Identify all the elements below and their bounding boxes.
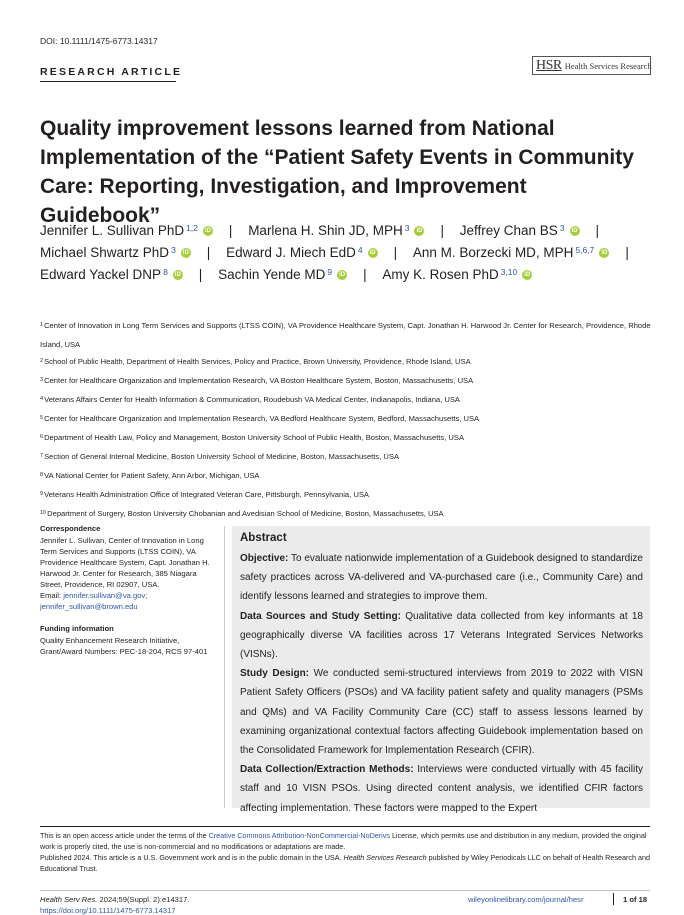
email-label: Email: (40, 591, 62, 600)
publication-text-post: published by Wiley Periodicals LLC on behalf of Health Research and Educational Trust. (40, 853, 650, 873)
author: Ann M. Borzecki MD, MPH $^{5,6,7}$ iD (413, 242, 609, 264)
journal-logo-name: Health Services Research (564, 60, 652, 71)
sidebar-divider (224, 526, 225, 808)
author-separator: | (198, 267, 203, 282)
affiliation (40, 486, 655, 505)
citation-details: 2024;59(Suppl. 2):e14317. (99, 895, 190, 904)
abstract-section (240, 607, 643, 665)
author-name: Michael Shwartz PhD (40, 245, 170, 260)
author-name: Jennifer L. Sullivan PhD (40, 223, 185, 238)
license-line-1 (40, 830, 655, 852)
author: Sachin Yende MD $^9$ iD (218, 264, 347, 286)
abstract-box (232, 526, 650, 814)
author-separator: | (440, 223, 444, 238)
author: Michael Shwartz PhD $^3$ iD (40, 242, 191, 264)
affiliation-number: 7 (40, 453, 44, 459)
funding-text: Quality Enhancement Research Initiative, Grant/Award Numbers: PEC-18-204, RCS 97-401 (40, 636, 208, 656)
orcid-icon[interactable]: iD (601, 250, 608, 256)
article-type: RESEARCH ARTICLE (40, 66, 183, 78)
affiliation-text: School of Public Health, Department of Health Services, Policy and Practice, Brown University, Providence, Rhode Island, USA (44, 357, 471, 366)
author: Jeffrey Chan BS $^3$ iD (460, 220, 580, 242)
abstract-heading: Abstract (240, 532, 287, 544)
orcid-icon[interactable]: iD (182, 250, 189, 256)
affiliation (40, 410, 655, 429)
author: Amy K. Rosen PhD $^{3,10}$ iD (382, 264, 532, 286)
journal-logo (532, 56, 651, 75)
citation-journal: Health Serv Res. (40, 895, 98, 904)
article-title: Quality improvement lessons learned from National Implementation of the “Patient Safety Events in Community Care: Reporting, Investigation, and Improvement Guidebook” (40, 117, 634, 227)
affiliation (40, 429, 655, 448)
license-line-2 (40, 852, 655, 874)
abstract-section-label: Study Design: (240, 668, 310, 680)
article-sidebar (40, 523, 216, 668)
abstract-section-label: Data Sources and Study Setting: (240, 610, 401, 622)
email-link-va[interactable]: jennifer.sullivan@va.gov; (63, 591, 148, 600)
abstract-section-label: Data Collection/Extraction Methods: (240, 764, 414, 776)
author-name: Sachin Yende MD (218, 267, 326, 282)
journal-logo-mark: HSR (536, 57, 562, 73)
affiliation-number: 9 (40, 491, 44, 497)
email-link-brown[interactable]: jennifer_sullivan@brown.edu (40, 602, 138, 611)
abstract-section-text: We conducted semi-structured interviews from 2019 to 2022 with VISN Patient Safety Officers (PSOs) and VA facility patient safety and quality managers (PSMs and QMs) and VA Facility Community Care (CC) staff to assess lessons learned by examining organizational contextual factors affecting Guidebook implementation based on the Consolidated Framework for Implementation Research (CFIR). (240, 668, 644, 757)
doi-line: DOI: 10.1111/1475-6773.14317 (40, 36, 158, 46)
affiliation-text: VA National Center for Patient Safety, Ann Arbor, Michigan, USA (44, 471, 260, 480)
publication-text-pre: Published 2024. This article is a U.S. Government work and is in the public domain in the USA. (40, 853, 342, 862)
correspondence-block (40, 523, 216, 612)
author-separator: | (363, 267, 367, 282)
author-separator: | (206, 245, 211, 260)
affiliation (40, 317, 655, 353)
author-name: Edward J. Miech EdD (226, 245, 356, 260)
orcid-icon[interactable]: iD (369, 250, 376, 256)
correspondence-heading: Correspondence (40, 524, 101, 533)
affiliation-number: 2 (40, 358, 44, 364)
affiliation (40, 505, 655, 524)
orcid-icon[interactable]: iD (416, 228, 423, 234)
page-separator (613, 893, 614, 905)
author-name: Amy K. Rosen PhD (382, 267, 499, 282)
affiliation-text: Department of Surgery, Boston University Chobanian and Avedisian School of Medicine, Boston, Massachusetts, USA (47, 509, 444, 518)
affiliation-number: 4 (40, 396, 44, 402)
abstract-section-text: To evaluate nationwide implementation of a Guidebook designed to standardize safety practices across VA-delivered and VA-purchased care (i.e., Community Care) and identify lessons learned and strategies to improve them. (240, 553, 643, 603)
affiliation-text: Center for Healthcare Organization and Implementation Research, VA Boston Healthcare System, Boston, Massachusetts, USA (44, 376, 474, 385)
affiliation-number: 8 (40, 472, 44, 478)
citation-line (40, 895, 189, 904)
license-text-post: License, which permits use and distribution in any medium, provided the original work is properly cited, the use is non-commercial and no modifications or adaptations are made. (40, 831, 647, 851)
correspondence-email (40, 590, 216, 612)
author: Marlena H. Shin JD, MPH $^3$ iD (248, 220, 424, 242)
journal-link[interactable]: wileyonlinelibrary.com/journal/hesr (468, 895, 584, 904)
affiliation-text: Center for Healthcare Organization and Implementation Research, VA Bedford Healthcare System, Bedford, Massachusetts, USA (44, 414, 480, 423)
author-separator: | (595, 223, 600, 238)
affiliation (40, 353, 655, 372)
license-text-pre: This is an open access article under the terms of the (40, 831, 207, 840)
orcid-icon[interactable]: iD (339, 272, 346, 278)
author-separator: | (625, 245, 629, 260)
orcid-icon[interactable]: iD (571, 228, 578, 234)
footer-rule (40, 826, 650, 827)
abstract-section-text: Qualitative data collected from key informants at 18 geographically diverse VA facilities across 17 Veterans Integrated Services Networks (VISNs). (240, 610, 643, 661)
orcid-icon[interactable]: iD (174, 272, 181, 278)
author-separator: | (228, 223, 233, 238)
affiliation-text: Center of Innovation in Long Term Services and Supports (LTSS COIN), VA Providence Healthcare System, Capt. Jonathan H. Harwood Jr. Center for Research, Providence, Rhode Island, USA (40, 321, 651, 349)
article-type-rule (40, 81, 176, 82)
cc-license-link[interactable]: Creative Commons Attribution-NonCommercial-NoDerivs (208, 831, 390, 840)
affiliation-number: 10 (40, 510, 47, 516)
author-list (40, 220, 660, 286)
license-notice (40, 830, 655, 874)
affiliation-text: Veterans Health Administration Office of Integrated Veteran Care, Pittsburgh, Pennsylvania, USA (44, 490, 369, 499)
doi-link[interactable]: https://doi.org/10.1111/1475-6773.14317 (40, 906, 176, 915)
abstract-section-text: Interviews were conducted virtually with 45 facility staff and 10 VISN PSOs. Using directed content analysis, we identified CFIR factors affecting implementation. These factors were mapped to the Expert (240, 764, 643, 814)
abstract-section (240, 760, 643, 818)
abstract-section-label: Objective: (240, 553, 289, 564)
affiliation-number: 6 (40, 434, 44, 440)
author-separator: | (393, 245, 398, 260)
author-name: Ann M. Borzecki MD, MPH (412, 245, 574, 260)
funding-heading: Funding information (40, 624, 114, 633)
page-number: 1 of 18 (623, 895, 648, 904)
author-name: Marlena H. Shin JD, MPH (248, 223, 403, 238)
abstract-section (240, 664, 643, 760)
author: Edward J. Miech EdD $^4$ iD (226, 242, 378, 264)
abstract-body (240, 549, 643, 818)
author-name: Jeffrey Chan BS (459, 223, 558, 238)
affiliation-text: Department of Health Law, Policy and Management, Boston University School of Public Health, Boston, Massachusetts, USA (44, 433, 465, 442)
orcid-icon[interactable]: iD (204, 228, 211, 234)
affiliation (40, 372, 655, 391)
funding-block (40, 623, 216, 657)
affiliation (40, 448, 655, 467)
affiliation (40, 391, 655, 410)
correspondence-text: Jennifer L. Sullivan, Center of Innovation in Long Term Services and Supports (LTSS COIN), VA Providence Healthcare System, Capt. Jonathan H. Harwood Jr. Center for Research, 385 Niagara Street, Providence, RI 02907, USA. (40, 536, 210, 589)
author-name: Edward Yackel DNP (40, 267, 162, 282)
affiliation-list (40, 317, 655, 524)
abstract-section (240, 549, 643, 607)
orcid-icon[interactable]: iD (524, 272, 531, 278)
affiliation-text: Veterans Affairs Center for Health Information & Communication, Roudebush VA Medical Center, Indianapolis, Indiana, USA (44, 395, 460, 404)
publication-journal: Health Services Research (343, 853, 427, 862)
affiliation-number: 3 (40, 377, 44, 383)
author: Jennifer L. Sullivan PhD $^{1,2}$ iD (40, 220, 213, 242)
bottom-rule (40, 890, 650, 891)
affiliation-text: Section of General Internal Medicine, Boston University School of Medicine, Boston, Massachusetts, USA (44, 452, 400, 461)
author: Edward Yackel DNP $^8$ iD (40, 264, 183, 286)
affiliation-number: 1 (40, 322, 44, 328)
affiliation-number: 5 (40, 415, 44, 421)
affiliation (40, 467, 655, 486)
